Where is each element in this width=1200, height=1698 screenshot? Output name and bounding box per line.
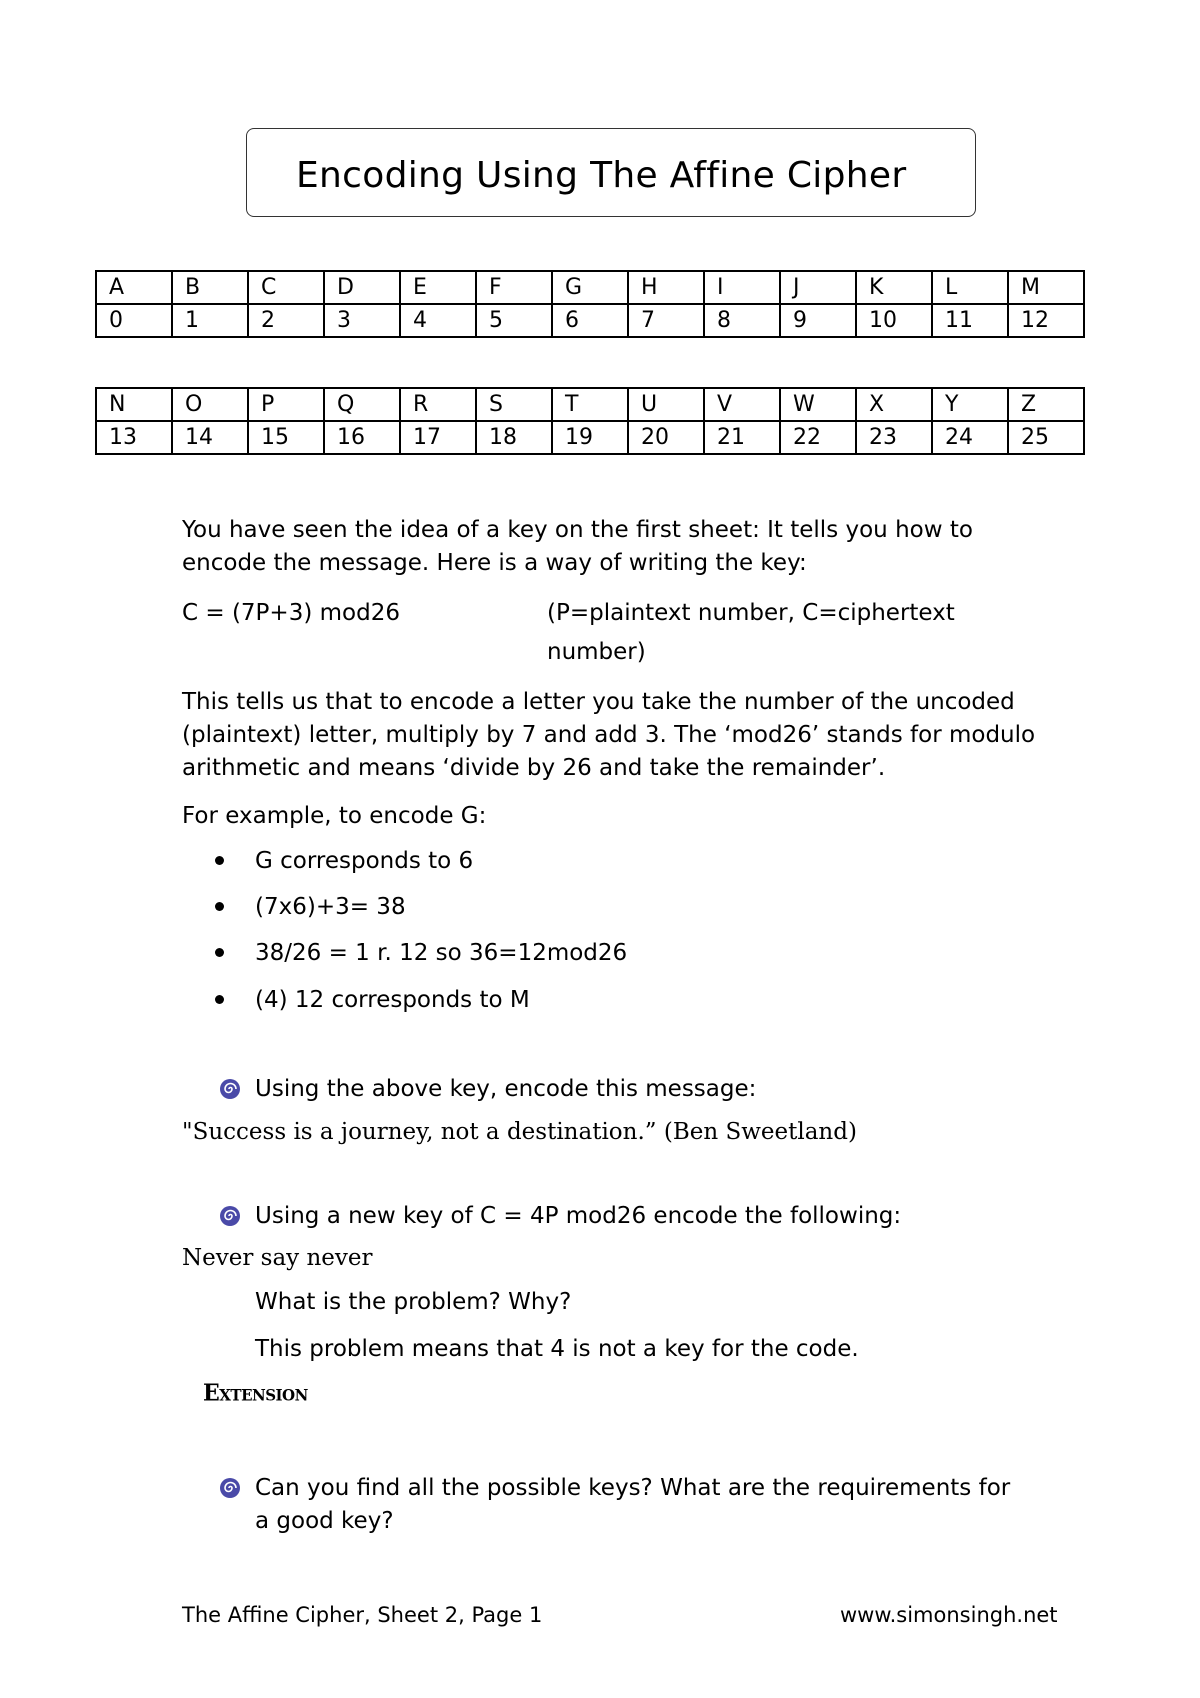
intro-line-2: encode the message. Here is a way of writing the key: xyxy=(182,550,807,576)
table-cell: 19 xyxy=(552,421,628,454)
table-cell: C xyxy=(248,271,324,304)
numbers-row xyxy=(96,304,1084,337)
table-cell: 6 xyxy=(552,304,628,337)
table-cell: 7 xyxy=(628,304,704,337)
explanation-line-3: arithmetic and means ‘divide by 26 and take the remainder’. xyxy=(182,755,886,781)
bullet-icon xyxy=(215,902,229,916)
table-cell: L xyxy=(932,271,1008,304)
table-cell: G xyxy=(552,271,628,304)
table-cell: F xyxy=(476,271,552,304)
table-cell: N xyxy=(96,388,172,421)
table-cell: 5 xyxy=(476,304,552,337)
bullet-icon xyxy=(215,856,229,870)
title-box xyxy=(246,128,976,217)
step-1: G corresponds to 6 xyxy=(255,848,474,874)
task2-prompt: Using a new key of C = 4P mod26 encode the following: xyxy=(255,1203,902,1229)
step-4: (4) 12 corresponds to M xyxy=(255,987,530,1013)
table-cell: 12 xyxy=(1008,304,1084,337)
task1-prompt: Using the above key, encode this message: xyxy=(255,1076,757,1102)
table-cell: 17 xyxy=(400,421,476,454)
table-cell: 20 xyxy=(628,421,704,454)
table-cell: Z xyxy=(1008,388,1084,421)
table-cell: 0 xyxy=(96,304,172,337)
table-cell: X xyxy=(856,388,932,421)
task2-message: Never say never xyxy=(182,1245,373,1271)
key-note-line-2: number) xyxy=(547,639,646,665)
table-cell: I xyxy=(704,271,780,304)
table-cell: V xyxy=(704,388,780,421)
table-cell: 16 xyxy=(324,421,400,454)
table-cell: S xyxy=(476,388,552,421)
table-cell: 11 xyxy=(932,304,1008,337)
table-cell: 2 xyxy=(248,304,324,337)
table-cell: D xyxy=(324,271,400,304)
letters-row xyxy=(96,388,1084,421)
swirl-icon xyxy=(219,1477,241,1499)
bullet-icon xyxy=(215,948,229,962)
table-cell: J xyxy=(780,271,856,304)
table-cell: 14 xyxy=(172,421,248,454)
table-cell: H xyxy=(628,271,704,304)
table-cell: Y xyxy=(932,388,1008,421)
intro-line-1: You have seen the idea of a key on the first sheet: It tells you how to xyxy=(182,517,973,543)
explanation-line-2: (plaintext) letter, multiply by 7 and add 3. The ‘mod26’ stands for modulo xyxy=(182,722,1036,748)
swirl-icon xyxy=(219,1205,241,1227)
step-3: 38/26 = 1 r. 12 so 36=12mod26 xyxy=(255,940,628,966)
task3-line-1: Can you find all the possible keys? What are the requirements for xyxy=(255,1475,1011,1501)
key-note-line-1: (P=plaintext number, C=ciphertext xyxy=(547,600,955,626)
table-cell: A xyxy=(96,271,172,304)
table-cell: 1 xyxy=(172,304,248,337)
page-title: Encoding Using The Affine Cipher xyxy=(296,155,907,196)
extension-label: Extension xyxy=(203,1379,308,1407)
table-cell: 10 xyxy=(856,304,932,337)
table-cell: P xyxy=(248,388,324,421)
footer-url[interactable]: www.simonsingh.net xyxy=(840,1603,1058,1627)
example-intro: For example, to encode G: xyxy=(182,803,487,829)
table-cell: U xyxy=(628,388,704,421)
letters-row xyxy=(96,271,1084,304)
table-cell: 9 xyxy=(780,304,856,337)
table-cell: T xyxy=(552,388,628,421)
table-cell: M xyxy=(1008,271,1084,304)
table-cell: R xyxy=(400,388,476,421)
table-cell: 4 xyxy=(400,304,476,337)
table-cell: 25 xyxy=(1008,421,1084,454)
table-cell: 23 xyxy=(856,421,932,454)
table-cell: K xyxy=(856,271,932,304)
table-cell: 22 xyxy=(780,421,856,454)
task3-line-2: a good key? xyxy=(255,1508,394,1534)
task1-message: "Success is a journey, not a destination.” (Ben Sweetland) xyxy=(182,1119,857,1145)
table-cell: Q xyxy=(324,388,400,421)
table-cell: O xyxy=(172,388,248,421)
numbers-row xyxy=(96,421,1084,454)
step-2: (7x6)+3= 38 xyxy=(255,894,406,920)
task2-question: What is the problem? Why? xyxy=(255,1289,572,1315)
alphabet-table-1 xyxy=(95,270,1085,338)
table-cell: 3 xyxy=(324,304,400,337)
table-cell: 18 xyxy=(476,421,552,454)
alphabet-table-2 xyxy=(95,387,1085,455)
table-cell: B xyxy=(172,271,248,304)
key-formula: C = (7P+3) mod26 xyxy=(182,600,400,626)
table-cell: 13 xyxy=(96,421,172,454)
explanation-line-1: This tells us that to encode a letter you take the number of the uncoded xyxy=(182,689,1015,715)
footer-left: The Affine Cipher, Sheet 2, Page 1 xyxy=(182,1603,543,1627)
swirl-icon xyxy=(219,1078,241,1100)
bullet-icon xyxy=(215,995,229,1009)
table-cell: 15 xyxy=(248,421,324,454)
table-cell: W xyxy=(780,388,856,421)
table-cell: 8 xyxy=(704,304,780,337)
table-cell: E xyxy=(400,271,476,304)
task2-answer: This problem means that 4 is not a key for the code. xyxy=(255,1336,859,1362)
table-cell: 21 xyxy=(704,421,780,454)
table-cell: 24 xyxy=(932,421,1008,454)
